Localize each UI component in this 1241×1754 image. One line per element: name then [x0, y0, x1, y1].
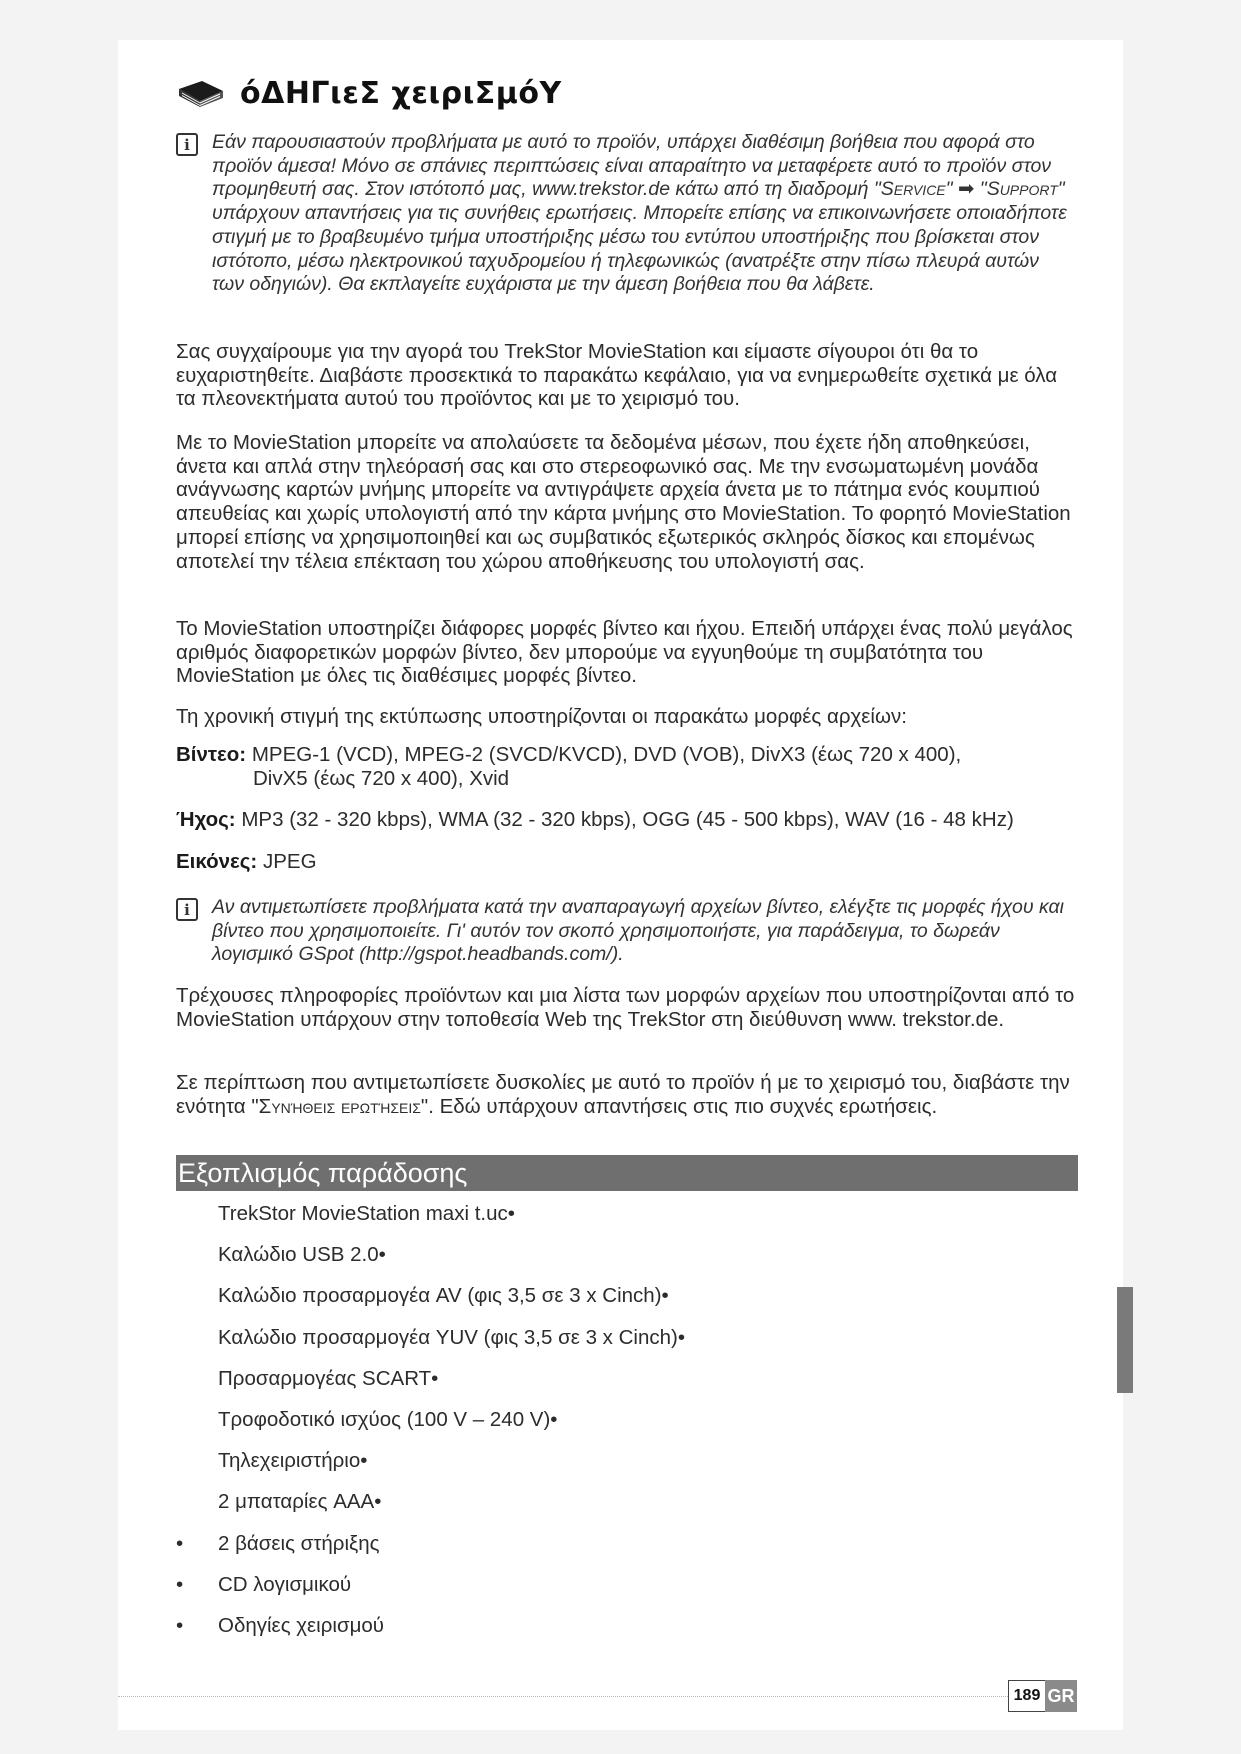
web-info-paragraph: Τρέχουσες πληροφορίες προϊόντων και μια λίστα των μορφών αρχείων που υποστηρίζονται από το MovieStation υπάρχουν στην τοποθεσία Web της TrekStor στη διεύθυνση www. trekstor.de.: [176, 984, 1075, 1031]
audio-label: Ήχος:: [176, 808, 236, 831]
list-item: • 2 βάσεις στήριξης: [176, 1531, 380, 1555]
page-title-row: [176, 76, 562, 111]
notice-gspot: [176, 896, 1068, 967]
language-badge: GR: [1045, 1680, 1077, 1712]
support-link-label: Support: [986, 178, 1058, 201]
video-value-line2: DivX5 (έως 720 x 400), Xvid: [253, 766, 510, 790]
list-item: Τροφοδοτικό ισχύος (100 V – 240 V)•: [218, 1407, 558, 1431]
list-item: Καλώδιο USB 2.0•: [218, 1243, 386, 1267]
page-number: 189: [1008, 1680, 1046, 1712]
list-item: Τηλεχειριστήριο•: [218, 1449, 368, 1473]
list-item: • Οδηγίες χειρισμού: [176, 1613, 385, 1637]
images-value: JPEG: [262, 850, 317, 873]
notice-support-text: Εάν παρουσιαστούν προβλήματα με αυτό το προϊόν, υπάρχει διαθέσιμη βοήθεια που αφορά στο προϊόν άμεσα! Μόνο σε σπάνιες περιπτώσεις είναι απαραίτητο να μεταφέρετε αυτό το προϊόν στον προμηθευτή σας. Στον ιστότοπό μας, www.trekstor.de κάτω από τη διαδρομή "Service" ➡ "Support" υπάρχουν απαντήσεις για τις συνήθεις ερωτήσεις. Μπορείτε επίσης να επικοινωνήσετε οποιαδήποτε στιγμή με το βραβευμένο τμήμα υποστήριξης μέσω του εντύπου υποστήριξης που βρίσκεται στον ιστότοπο, μέσω ηλεκτρονικού ταχυδρομείου ή τηλεφωνικώς (ανατρέξτε στην πίσω πλευρά αυτών των οδηγιών). Θα εκπλαγείτε ευχάριστα με την άμεση βοήθεια που θα λάβετε.: [212, 131, 1067, 296]
service-link-label: Service: [880, 178, 946, 201]
video-label: Βίντεο:: [176, 743, 247, 766]
info-icon: i: [176, 133, 198, 156]
notice-support: [176, 131, 1068, 297]
image-formats: [176, 850, 1078, 874]
audio-formats: [176, 808, 1078, 832]
section-side-tab: [1117, 1287, 1133, 1393]
list-item: • CD λογισμικού: [176, 1572, 352, 1596]
list-item: Καλώδιο προσαρμογέα AV (φις 3,5 σε 3 x Cinch)•: [218, 1284, 669, 1308]
intro-paragraph: Σας συγχαίρουμε για την αγορά του TrekStor MovieStation και είμαστε σίγουροι ότι θα το ευχαριστηθείτε. Διαβάστε προσεκτικά το παρακάτω κεφάλαιο, για να ενημερωθείτε σχετικά με όλα τα πλεονεκτήματα αυτού του προϊόντος και με το χειρισμό του.: [176, 340, 1058, 411]
video-value-line1: MPEG-1 (VCD), MPEG-2 (SVCD/KVCD), DVD (VOB), DivX3 (έως 720 x 400),: [251, 743, 962, 766]
images-label: Εικόνες:: [176, 850, 258, 873]
video-formats: [176, 743, 1078, 790]
notice-gspot-text: Αν αντιμετωπίσετε προβλήματα κατά την αναπαραγωγή αρχείων βίντεο, ελέγξτε τις μορφές ήχου και βίντεο που χρησιμοποιείτε. Γι' αυτόν τον σκοπό χρησιμοποιήστε, για παράδειγμα, το δωρεάν λογισμικό GSpot (http://gspot.headbands.com/).: [212, 896, 1065, 966]
faq-paragraph: Σε περίπτωση που αντιμετωπίσετε δυσκολίες με αυτό το προϊόν ή με το χειρισμό του, διαβάστε την ενότητα "Συνήθεις ερωτήσεις". Εδώ υπάρχουν απαντήσεις στις πιο συχνές ερωτήσεις.: [176, 1071, 1070, 1118]
page-title: όΔΗΓιεΣ χειριΣμόΥ: [240, 76, 562, 111]
info-icon: i: [176, 898, 198, 921]
list-item: TrekStor MovieStation maxi t.uc•: [218, 1202, 515, 1225]
section-heading-delivery: Εξοπλισμός παράδοσης: [176, 1155, 1078, 1191]
list-item: Καλώδιο προσαρμογέα YUV (φις 3,5 σε 3 x Cinch)•: [218, 1325, 686, 1349]
faq-section-name: Συνήθεις ερωτήσεις: [258, 1094, 421, 1118]
audio-value: MP3 (32 - 320 kbps), WMA (32 - 320 kbps), OGG (45 - 500 kbps), WAV (16 - 48 kHz): [241, 808, 1014, 831]
book-icon: [176, 77, 226, 111]
features-paragraph: Με το MovieStation μπορείτε να απολαύσετε τα δεδομένα μέσων, που έχετε ήδη αποθηκεύσει, άνετα και απλά στην τηλεόρασή σας και στο στερεοφωνικό σας. Με την ενσωματωμένη μονάδα ανάγνωσης καρτών μνήμης μπορείτε να αντιγράψετε αρχεία άνετα με το πάτημα ενός κουμπιού απευθείας και χωρίς υπολογιστή από την κάρτα μνήμης στο MovieStation. Το φορητό MovieStation μπορεί επίσης να χρησιμοποιηθεί και ως συμβατικός εξωτερικός σκληρός δίσκος και επομένως αποτελεί την τέλεια επέκταση του χώρου αποθήκευσης του υπολογιστή σας.: [176, 431, 1071, 573]
formats-time-paragraph: Τη χρονική στιγμή της εκτύπωσης υποστηρίζονται οι παρακάτω μορφές αρχείων:: [176, 705, 907, 728]
delivery-list: [176, 1202, 876, 1655]
footer-divider: [118, 1696, 1008, 1697]
list-item: 2 μπαταρίες AAA•: [218, 1490, 382, 1514]
list-item: Προσαρμογέας SCART•: [218, 1366, 439, 1390]
formats-intro-paragraph: Το MovieStation υποστηρίζει διάφορες μορφές βίντεο και ήχου. Επειδή υπάρχει ένας πολύ μεγάλος αριθμός διαφορετικών μορφών βίντεο, δεν μπορούμε να εγγυηθούμε τη συμβατότητα του MovieStation με όλες τις διαθέσιμες μορφές βίντεο.: [176, 617, 1073, 688]
